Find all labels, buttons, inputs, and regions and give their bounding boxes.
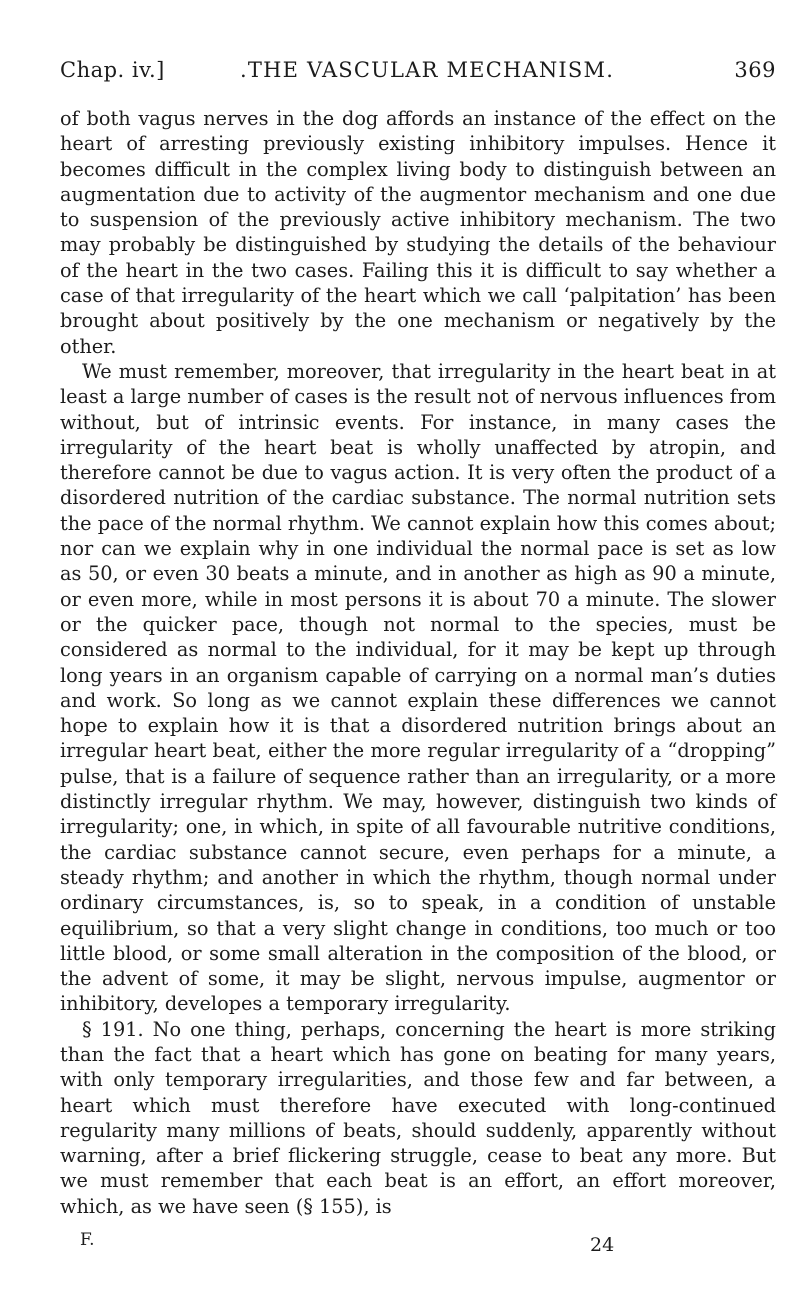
sheet-number: 24: [590, 1234, 615, 1256]
book-page: [60, 56, 776, 1286]
paragraph-section-191: § 191. No one thing, perhaps, concerning the heart is more striking than the fact that a heart which has gone on beating for many years, with only temporary irregularities, and those few and far between, a heart which must therefore have executed with long-continued regularity many millions of beats, should suddenly, apparently without warning, after a brief flickering struggle, cease to beat any more. But we must remember that each beat is an effort, an effort moreover, which, as we have seen (§ 155), is: [60, 1017, 776, 1218]
signature-mark: F.: [80, 1230, 95, 1250]
running-head: [60, 56, 776, 90]
body-text: [60, 106, 776, 1219]
paragraph-continued: of both vagus nerves in the dog affords an instance of the effect on the heart of arresting previously existing inhibitory impulses. Hence it becomes difficult in the complex living body to distinguish between an augmentation due to activity of the augmentor mechanism and one due to suspension of the previously active inhibitory mechanism. The two may probably be distinguished by studying the details of the behaviour of the heart in the two cases. Failing this it is difficult to say whether a case of that irregularity of the heart which we call ‘palpitation’ has been brought about positively by the one mechanism or negatively by the other.: [60, 107, 776, 358]
page-footer: [60, 1230, 776, 1260]
page-number: 369: [734, 58, 776, 82]
paragraph-irregularity: We must remember, moreover, that irregularity in the heart beat in at least a large number of cases is the result not of nervous influences from without, but of intrinsic events. For instance, in many cases the irregularity of the heart beat is wholly unaffected by atropin, and therefore cannot be due to vagus action. It is very often the product of a disordered nutrition of the cardiac substance. The normal nutrition sets the pace of the normal rhythm. We cannot explain how this comes about; nor can we explain why in one individual the normal pace is set as low as 50, or even 30 beats a minute, and in another as high as 90 a minute, or even more, while in most persons it is about 70 a minute. The slower or the quicker pace, though not normal to the species, must be considered as normal to the individual, for it may be kept up through long years in an organism capable of carrying on a normal man’s duties and work. So long as we cannot explain these differences we cannot hope to explain how it is that a disordered nutrition brings about an irregular heart beat, either the more regular irregularity of a “dropping” pulse, that is a failure of sequence rather than an irregularity, or a more distinctly irregular rhythm. We may, however, distinguish two kinds of irregularity; one, in which, in spite of all favourable nutritive conditions, the cardiac substance cannot secure, even perhaps for a minute, a steady rhythm; and another in which the rhythm, though normal under ordinary circumstances, is, so to speak, in a condition of unstable equilibrium, so that a very slight change in conditions, too much or too little blood, or some small alteration in the composition of the blood, or the advent of some, it may be slight, nervous impulse, augmentor or inhibitory, developes a temporary irregularity.: [60, 359, 776, 1016]
chapter-label: Chap. iv.]: [60, 58, 165, 82]
running-title: .THE VASCULAR MECHANISM.: [240, 58, 615, 82]
